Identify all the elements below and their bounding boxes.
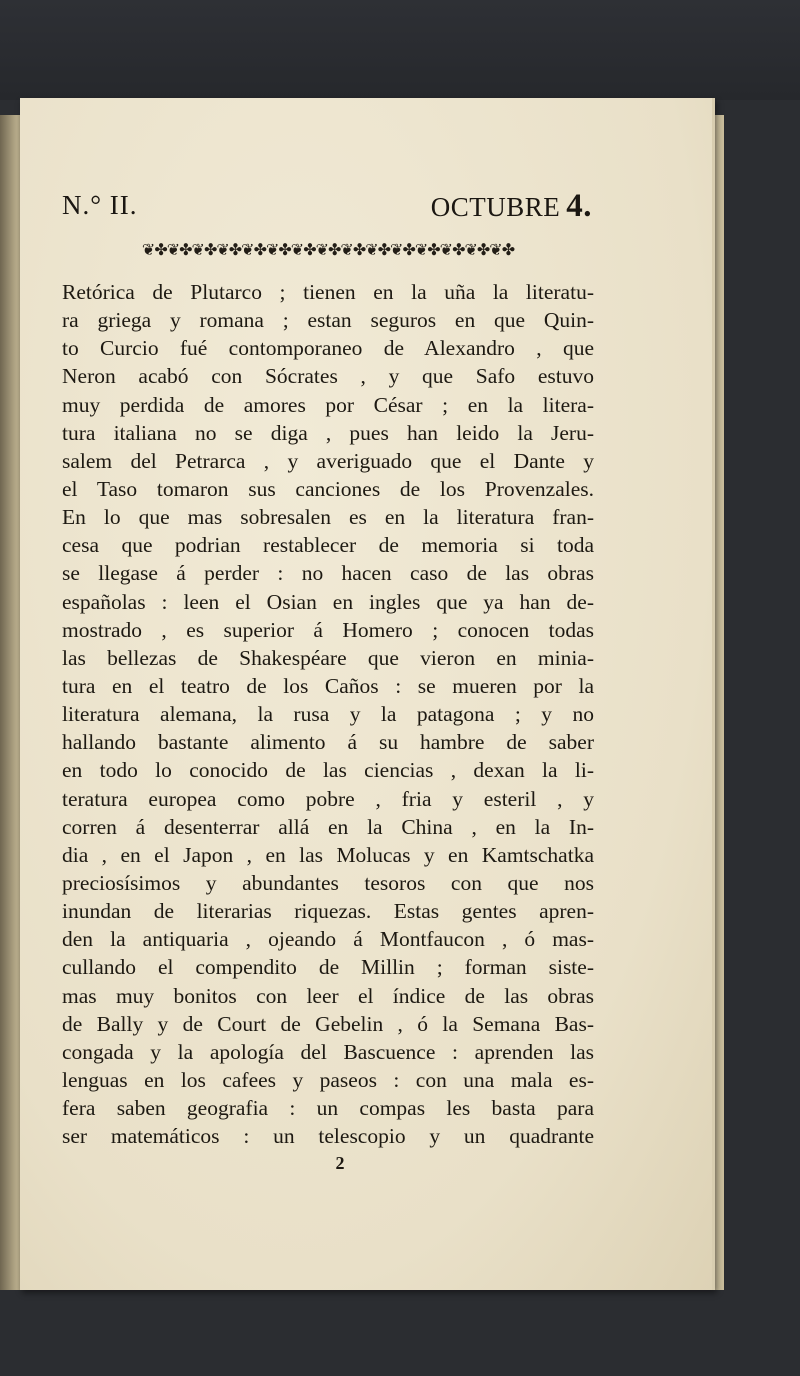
text-line: literatura alemana, la rusa y la patagona ; y no xyxy=(62,702,594,727)
ornamental-rule: ❦✤❦✤❦✤❦✤❦✤❦✤❦✤❦✤❦✤❦✤❦✤❦✤❦✤❦✤❦✤ xyxy=(141,242,515,259)
text-line: corren á desenterrar allá en la China , en la In- xyxy=(62,814,594,839)
issue-month: OCTUBRE xyxy=(430,192,561,222)
text-line: mostrado , es superior á Homero ; conocen todas xyxy=(62,617,594,642)
text-line: hallando bastante alimento á su hambre de saber xyxy=(62,730,594,755)
text-line: En lo que mas sobresalen es en la literatura fran- xyxy=(62,505,594,530)
text-line: tura en el teatro de los Caños : se mueren por la xyxy=(62,673,594,698)
document-page xyxy=(20,98,715,1290)
text-line: to Curcio fué contomporaneo de Alexandro , que xyxy=(62,336,594,361)
text-line: mas muy bonitos con leer el índice de las obras xyxy=(62,983,594,1008)
text-line: españolas : leen el Osian en ingles que ya han de- xyxy=(62,589,594,614)
text-line: Retórica de Plutarco ; tienen en la uña la literatu- xyxy=(62,280,594,304)
text-line: inundan de literarias riquezas. Estas gentes apren- xyxy=(62,899,594,924)
text-line: teratura europea como pobre , fria y esteril , y xyxy=(62,786,594,811)
text-line: cesa que podrian restablecer de memoria si toda xyxy=(62,533,594,558)
text-line: ra griega y romana ; estan seguros en que Quin- xyxy=(62,308,594,333)
text-line: tura italiana no se diga , pues han leido la Jeru- xyxy=(62,420,594,445)
text-line: las bellezas de Shakespéare que vieron en minia- xyxy=(62,645,594,670)
text-line: dia , en el Japon , en las Molucas y en Kamtschatka xyxy=(62,842,594,867)
page-number: 2 xyxy=(335,1153,345,1173)
text-line: lenguas en los cafees y paseos : con una mala es- xyxy=(62,1067,594,1092)
body-text xyxy=(62,278,594,1150)
text-line: en todo lo conocido de las ciencias , dexan la li- xyxy=(62,758,594,783)
text-line: el Taso tomaron sus canciones de los Provenzales. xyxy=(62,476,594,501)
page-header xyxy=(62,190,592,230)
issue-date xyxy=(431,188,592,225)
text-line: den la antiquaria , ojeando á Montfaucon , ó mas- xyxy=(62,927,594,952)
text-line: de Bally y de Court de Gebelin , ó la Semana Bas- xyxy=(62,1011,594,1036)
scan-backdrop xyxy=(0,0,800,100)
text-line: cullando el compendito de Millin ; forman siste- xyxy=(62,955,594,980)
text-line: muy perdida de amores por César ; en la litera- xyxy=(62,392,594,417)
text-line: se llegase á perder : no hacen caso de las obras xyxy=(62,561,594,586)
text-line: fera saben geografia : un compas les basta para xyxy=(62,1096,594,1121)
text-line: Neron acabó con Sócrates , y que Safo estuvo xyxy=(62,364,594,389)
text-line: preciosísimos y abundantes tesoros con que nos xyxy=(62,870,594,895)
text-line: congada y la apología del Bascuence : aprenden las xyxy=(62,1039,594,1064)
text-line: salem del Petrarca , y averiguado que el Dante y xyxy=(62,448,594,473)
issue-day: 4. xyxy=(566,188,592,224)
text-line: ser matemáticos : un telescopio y un quadrante xyxy=(62,1124,594,1149)
issue-number: N.° II. xyxy=(62,190,138,220)
